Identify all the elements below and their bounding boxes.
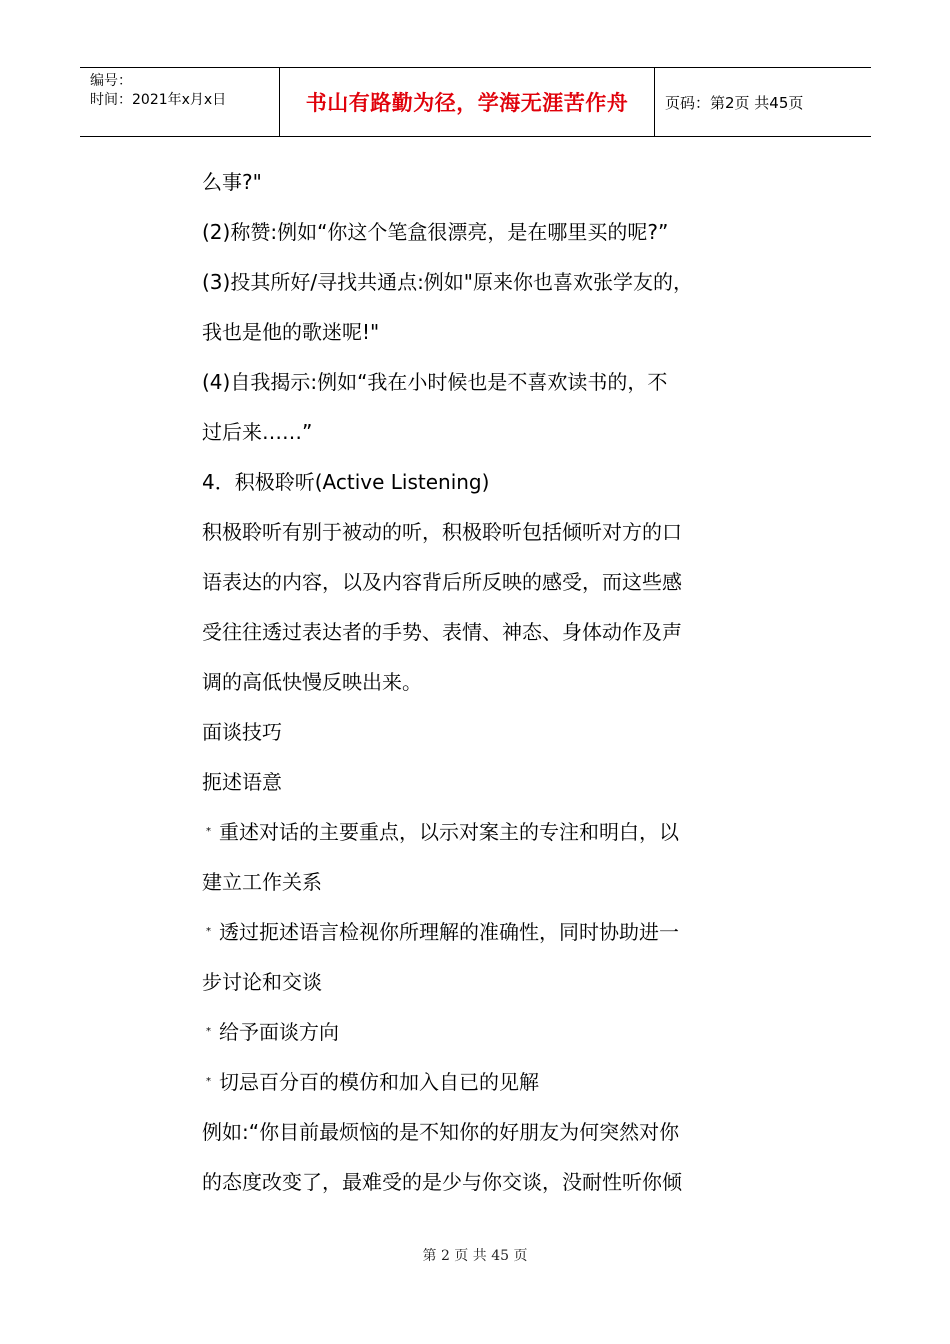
body-line: (3)投其所好/寻找共通点:例如"原来你也喜欢张学友的， <box>202 270 694 294</box>
bullet-text: 切忌百分百的模仿和加入自已的见解 <box>219 1070 539 1094</box>
date-label: 时间：2021年x月x日 <box>90 92 227 108</box>
body-line: 的态度改变了，最难受的是少与你交谈，没耐性听你倾 <box>202 1170 682 1194</box>
bullet-text: 透过扼述语言检视你所理解的准确性，同时协助进一 <box>219 920 679 944</box>
body-line: (4)自我揭示:例如“我在小时候也是不喜欢读书的，不 <box>202 370 668 394</box>
header-motto: 书山有路勤为径，学海无涯苦作舟 <box>280 68 655 136</box>
bullet-icon: * <box>206 926 211 937</box>
body-line: 调的高低快慢反映出来。 <box>202 670 422 694</box>
bullet-icon: * <box>206 1076 211 1087</box>
page-footer: 第 2 页 共 45 页 <box>422 1248 528 1264</box>
bullet-item <box>202 807 762 857</box>
body-line: 例如:“你目前最烦恼的是不知你的好朋友为何突然对你 <box>202 1120 680 1144</box>
body-line: 积极聆听有别于被动的听，积极聆听包括倾听对方的口 <box>202 520 682 544</box>
number-label: 编号： <box>90 73 132 89</box>
header-meta <box>80 68 280 136</box>
body-line: 么事?" <box>202 170 262 194</box>
bullet-text: 重述对话的主要重点，以示对案主的专注和明白，以 <box>219 820 679 844</box>
bullet-icon: * <box>206 1026 211 1037</box>
bullet-item <box>202 907 762 957</box>
document-body <box>202 157 762 1207</box>
bullet-item <box>202 1007 762 1057</box>
body-line: (2)称赞:例如“你这个笔盒很漂亮，是在哪里买的呢?” <box>202 220 669 244</box>
body-line: 过后来……” <box>202 420 313 444</box>
bullet-text: 给予面谈方向 <box>219 1020 339 1044</box>
bullet-item <box>202 1057 762 1107</box>
body-line: 步讨论和交谈 <box>202 970 322 994</box>
body-line: 语表达的内容，以及内容背后所反映的感受，而这些感 <box>202 570 682 594</box>
header-page-info: 页码：第2页 共45页 <box>665 93 804 112</box>
body-line: 建立工作关系 <box>202 870 322 894</box>
body-line: 我也是他的歌迷呢!" <box>202 320 380 344</box>
subheading: 扼述语意 <box>202 770 282 794</box>
page-header <box>80 67 871 137</box>
body-line: 受往往透过表达者的手势、表情、神态、身体动作及声 <box>202 620 682 644</box>
section-heading: 4．积极聆听(Active Listening) <box>202 470 490 494</box>
bullet-icon: * <box>206 826 211 837</box>
subheading: 面谈技巧 <box>202 720 282 744</box>
